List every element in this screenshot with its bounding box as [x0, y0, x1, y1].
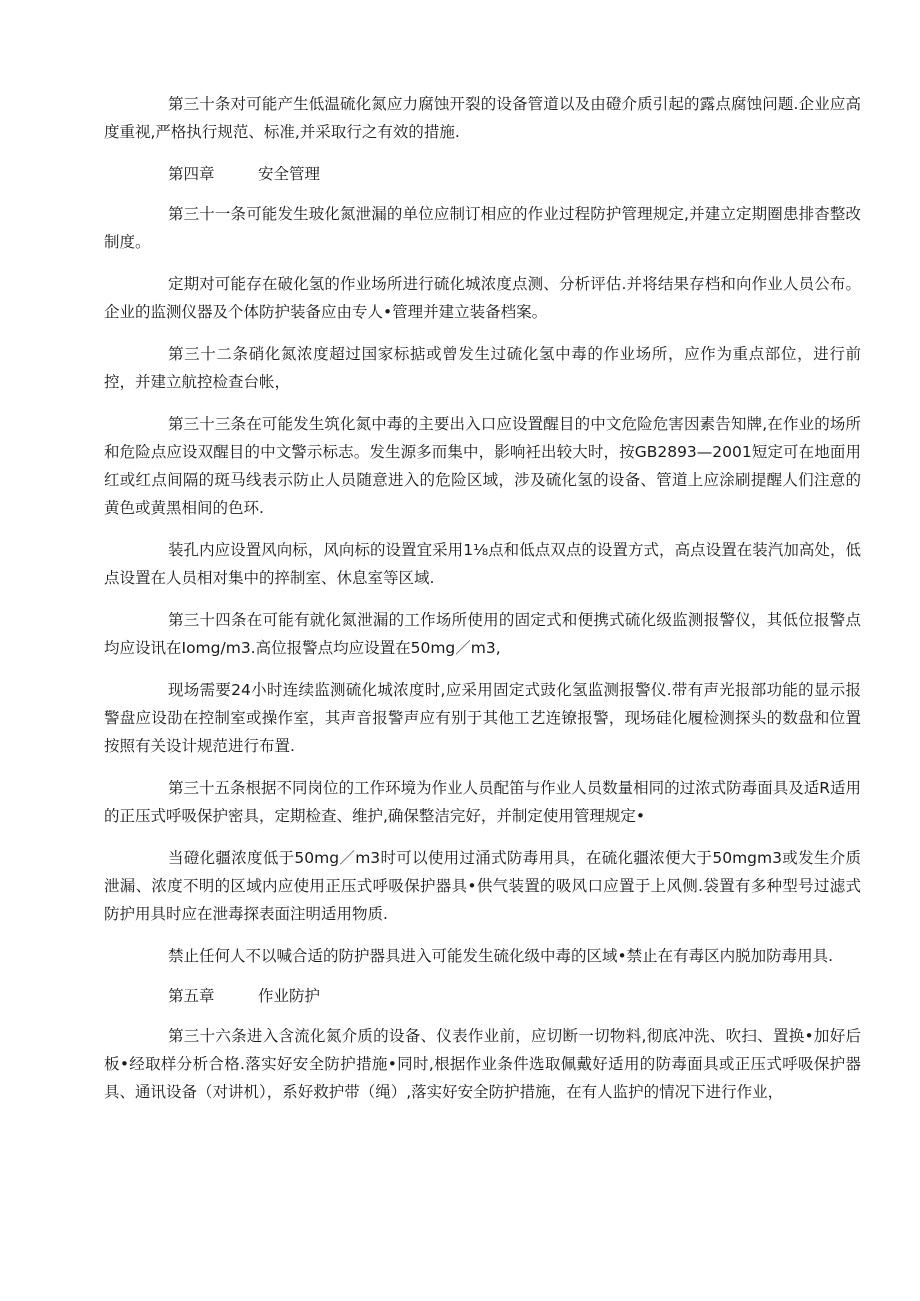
article-34-continued: 现场需要24小时连续监测硫化城浓度时,应采用固定式豉化氢监测报警仪.带有声光报部功能的显示报警盘应设劭在控制室或操作室，其声音报警声应有别于其他工艺连镣报警，现场硅化履检测探头的数盘和位置按照有关设计规范进行布置. [104, 681, 861, 755]
article-35-prohibition: 禁止任何人不以喊合适的防护器具进入可能发生硫化级中毒的区域•禁止在有毒区内脱加防毒用具. [168, 947, 834, 965]
chapter-4-heading [104, 160, 861, 188]
article-31-continued: 定期对可能存在破化氢的作业场所进行硫化城浓度点测、分析评估.并将结果存档和向作业人员公布。企业的监测仪器及个体防护装备应由专人•管理并建立装备档案。 [104, 275, 861, 321]
chapter-5-number: 第五章 [168, 987, 215, 1005]
chapter-4-number: 第四章 [168, 165, 215, 183]
article-32: 第三十二条硝化氮浓度超过国家标掂或曾发生过硫化氢中毒的作业场所，应作为重点部位，进行前控，并建立航控检查台帐， [104, 345, 861, 391]
article-31: 第三十一条可能发生玻化氮泄漏的单位应制订相应的作业过程防护管理规定,并建立定期圈患排杳整改制度。 [104, 205, 861, 251]
article-34: 第三十四条在可能有就化氮泄漏的工作场所使用的固定式和便携式硫化级监测报警仪，其低位报警点均应设讯在Iomg/m3.高位报警点均应设置在50mg／m3, [104, 611, 861, 657]
article-36: 第三十六条进入含流化氮介质的设备、仪表作业前，应切断一切物料,彻底冲洗、吹扫、置换•加好后板•经取样分析合格.落实好安全防护措施•同时,根据作业条件选取佩戴好适用的防毒面具或正压式呼吸保护器具、通讯设备（对讲机），系好救护带（绳）,落实好安全防护措施，在有人监护的情况下进行作业， [104, 1027, 861, 1101]
article-35-continued: 当磴化疆浓度低于50mg／m3时可以使用过涌式防毒用具，在硫化疆浓便大于50mgm3或发生介质泄漏、浓度不明的区域内应使用正压式呼吸保护器具•供气装置的吸风口应置于上风侧.袋置有多种型号过滤式防护用具时应在泄毒探表面注明适用物质. [104, 849, 861, 923]
chapter-5-heading [104, 982, 861, 1010]
document-body [104, 90, 861, 1120]
chapter-5-title: 作业防护 [258, 987, 321, 1005]
article-30: 第三十条对可能产生低温硫化氮应力腐蚀开裂的设备管道以及由磴介质引起的露点腐蚀问题.企业应高度重视,严格执行规范、标准,并采取行之有效的措施. [104, 95, 861, 141]
article-33-continued: 装孔内应设置风向标，风向标的设置宜采用1⅛点和低点双点的设置方式，高点设置在装汽加高处，低点设置在人员相对集中的捽制室、休息室等区域. [104, 541, 861, 587]
chapter-4-title: 安全管理 [258, 165, 321, 183]
article-35: 第三十五条根据不同岗位的工作环境为作业人员配笛与作业人员数量相同的过浓式防毒面具及适R适用的正压式呼吸保护密具，定期检查、维护,确保整洁完好，并制定使用管理规定• [104, 779, 861, 825]
article-33: 第三十三条在可能发生筑化氮中毒的主要出入口应设置醒目的中文危险危害因素告知牌,在作业的场所和危险点应设双醒目的中文警示标志。发生源多而集中，影响衽出较大时，按GB2893—2001短定可在地面用红或红点间隔的斑马线表示防止人员随意进入的危险区域，涉及硫化氢的设备、管道上应涂刷提醒人们注意的黄色或黄黑相间的色环. [104, 415, 861, 517]
